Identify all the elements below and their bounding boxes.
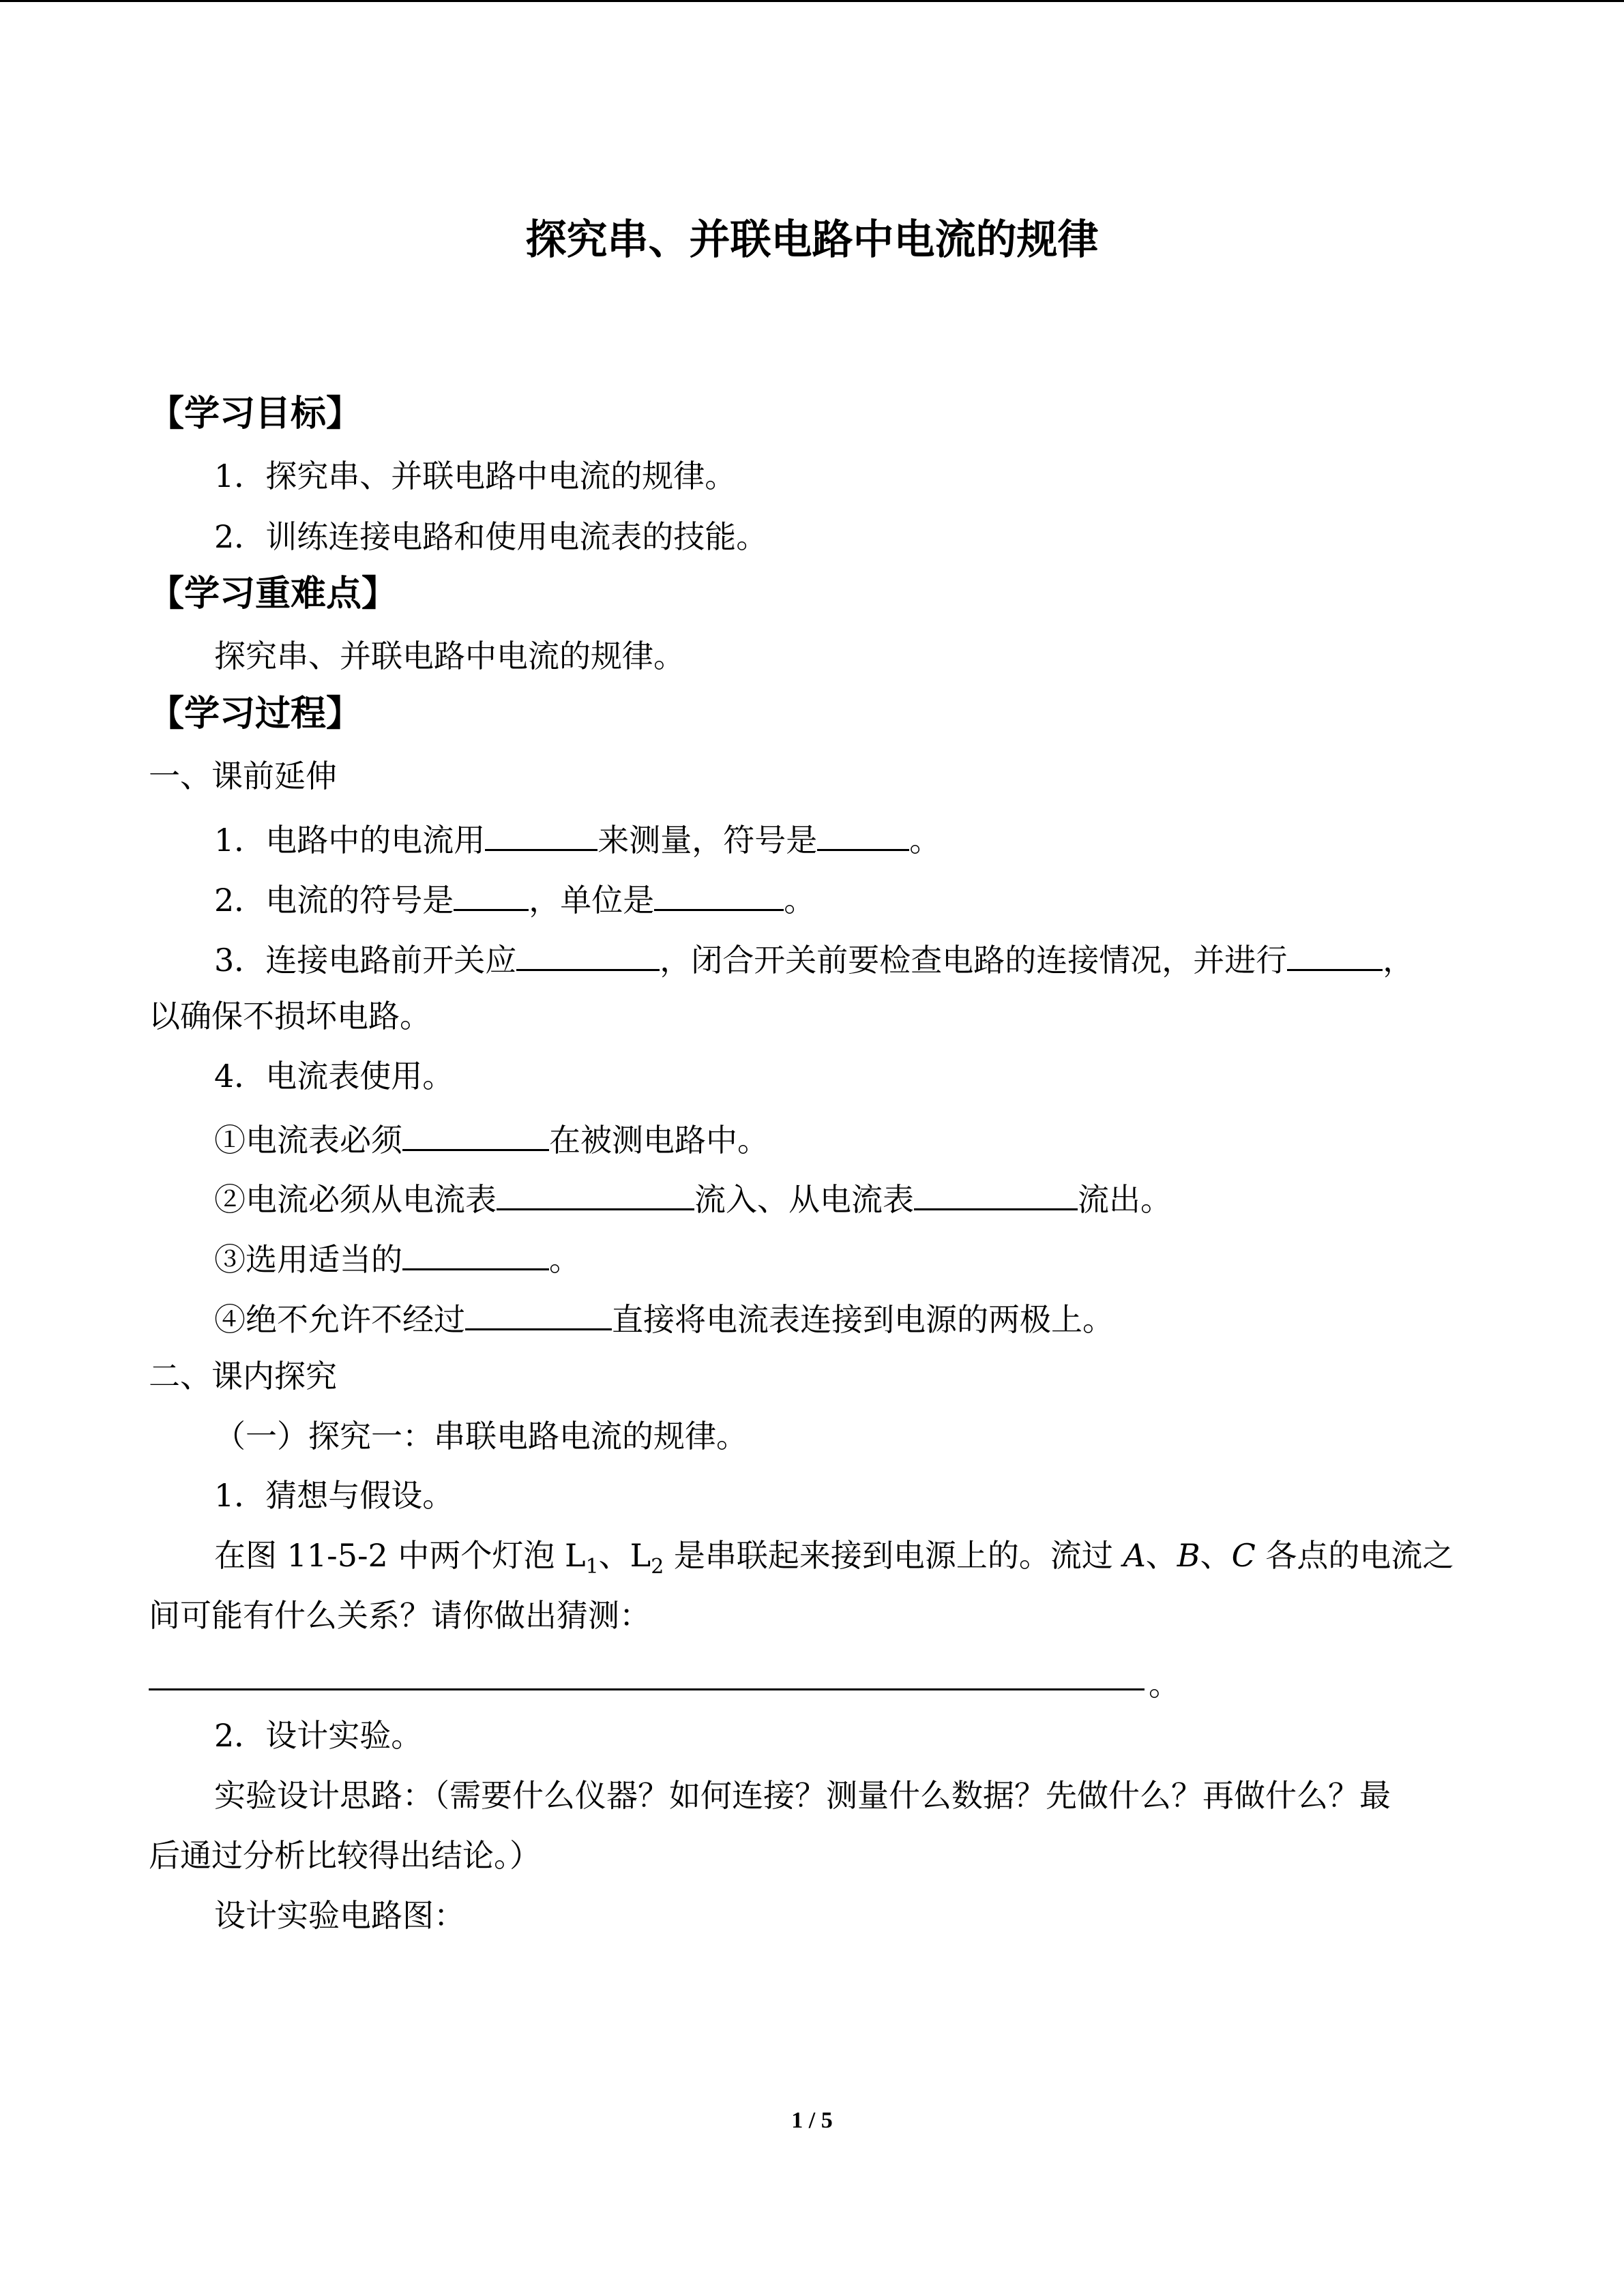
- goal-item-1: 1．探究串、并联电路中电流的规律。: [214, 458, 737, 494]
- page-title: 探究串、并联电路中电流的规律: [525, 216, 1099, 264]
- inquiry-1-heading: （一）探究一：串联电路电流的规律。: [214, 1418, 748, 1455]
- rule-1: ①电流表必须 在被测电路中。: [214, 1116, 769, 1161]
- page-number: 1 / 5: [791, 2108, 833, 2133]
- hypothesis-paragraph-cont: 间可能有什么关系？请你做出猜测：: [149, 1597, 651, 1634]
- rule-2: ②电流必须从电流表 流入、从电流表 流出。: [214, 1176, 1172, 1220]
- blank-8[interactable]: [497, 1176, 694, 1210]
- blank-10[interactable]: [402, 1236, 549, 1270]
- design-paragraph-cont: 后通过分析比较得出结论。）: [149, 1837, 541, 1874]
- blank-9[interactable]: [914, 1176, 1078, 1210]
- blank-5[interactable]: [516, 936, 660, 971]
- key-points-text: 探究串、并联电路中电流的规律。: [214, 638, 685, 674]
- blank-3[interactable]: [454, 876, 529, 911]
- goal-item-2: 2．训练连接电路和使用电流表的技能。: [214, 518, 768, 555]
- blank-4[interactable]: [654, 876, 784, 911]
- blank-2[interactable]: [817, 816, 909, 851]
- blank-11[interactable]: [465, 1296, 612, 1330]
- hypothesis-paragraph: 在图 11-5-2 中两个灯泡 $L_1$、$L_2$ 是串联起来接到电源上的。流过 A、B、C 各点的电流之: [214, 1537, 1454, 1579]
- question-4: 4．电流表使用。: [214, 1058, 454, 1094]
- rule-4: ④绝不允许不经过 直接将电流表连接到电源的两极上。: [214, 1296, 1114, 1340]
- step-1: 1．猜想与假设。: [214, 1477, 454, 1514]
- process-heading: 【学习过程】: [149, 694, 362, 734]
- question-3: 3．连接电路前开关应 ，闭合开关前要检查电路的连接情况，并进行 ，: [214, 936, 1414, 981]
- question-2: 2．电流的符号是 ，单位是 。: [214, 876, 815, 921]
- part1-heading: 一、课前延伸: [149, 758, 337, 794]
- blank-7[interactable]: [402, 1116, 549, 1151]
- design-paragraph: 实验设计思路：（需要什么仪器？如何连接？测量什么数据？先做什么？再做什么？最: [214, 1777, 1391, 1814]
- question-1: 1．电路中的电流用 来测量，符号是 。: [214, 816, 941, 861]
- blank-1[interactable]: [485, 816, 597, 851]
- guess-end-mark: 。: [1149, 1666, 1180, 1703]
- blank-6[interactable]: [1287, 936, 1383, 971]
- question-3-cont: 以确保不损坏电路。: [149, 998, 431, 1034]
- rule-3: ③选用适当的 。: [214, 1236, 580, 1280]
- step-2: 2．设计实验。: [214, 1717, 423, 1754]
- key-points-heading: 【学习重难点】: [149, 573, 398, 614]
- top-border: [0, 0, 1624, 2]
- goals-heading: 【学习目标】: [149, 393, 362, 434]
- circuit-diagram-label: 设计实验电路图：: [214, 1897, 465, 1934]
- guess-answer-line[interactable]: [149, 1688, 1145, 1690]
- part2-heading: 二、课内探究: [149, 1358, 337, 1395]
